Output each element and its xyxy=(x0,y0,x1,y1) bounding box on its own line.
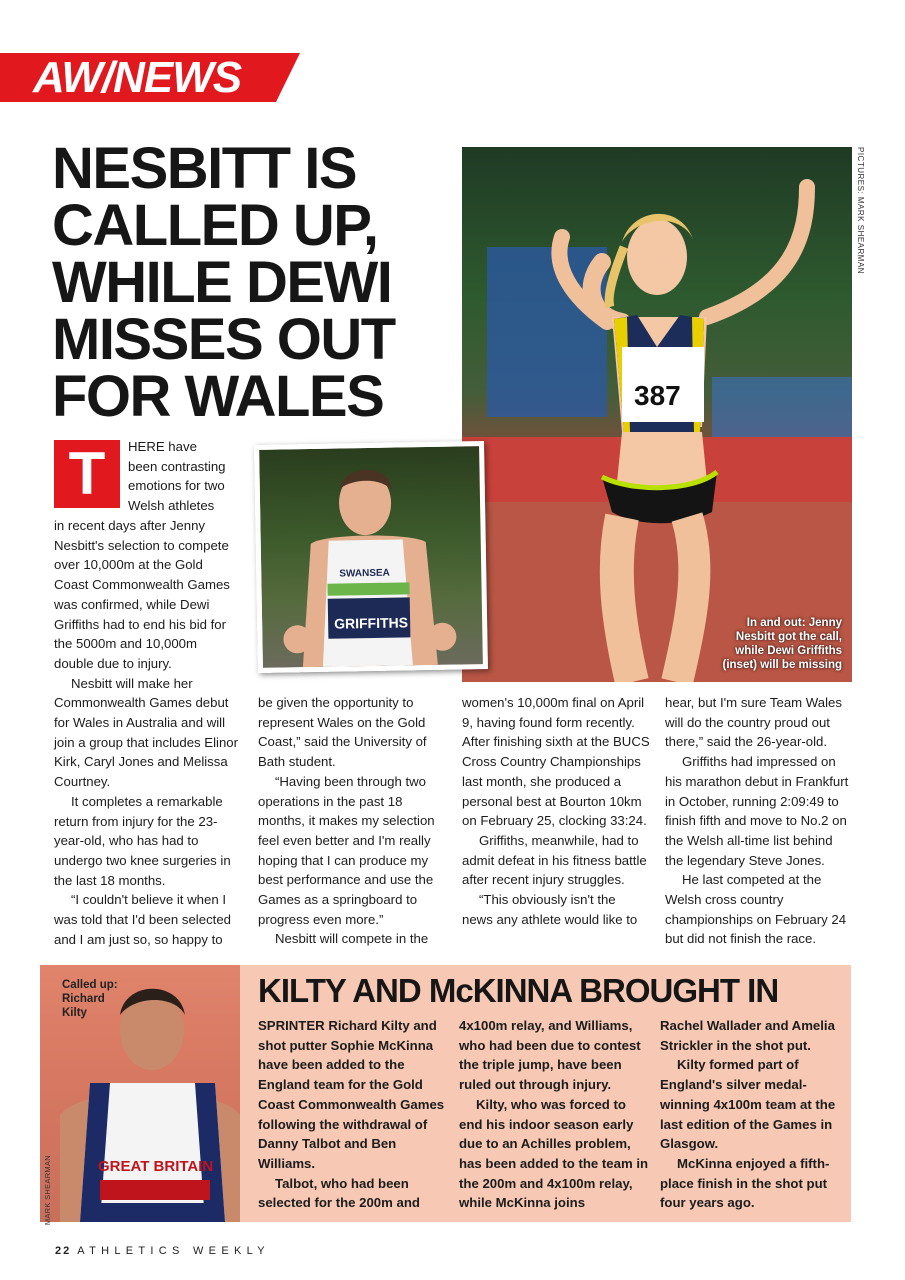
paragraph: He last competed at the Welsh cross country championships on February 24 but did not finish the race. xyxy=(665,872,847,947)
intro-line: Welsh athletes xyxy=(128,498,215,514)
paragraph: Griffiths, meanwhile, had to admit defeat in his fitness battle after recent injury struggles. xyxy=(462,832,647,888)
paragraph: It completes a remarkable return from injury for the 23-year-old, who has had to undergo two knee surgeries in the last 18 months. xyxy=(54,793,231,888)
main-photo-jenny-nesbitt xyxy=(462,147,852,682)
headline xyxy=(52,136,452,429)
headline-line: FOR WALES xyxy=(52,364,384,429)
paragraph: “I couldn't believe it when I was told that I'd been selected and I am just so, so happy to xyxy=(54,892,232,947)
headline-line: MISSES OUT xyxy=(52,307,395,372)
paragraph: Talbot, who had been selected for the 200m and xyxy=(258,1175,420,1211)
paragraph: “This obviously isn't the news any athlete would like to xyxy=(462,892,638,927)
caption-line: In and out: Jenny xyxy=(746,617,842,629)
article-column-3 xyxy=(462,693,650,929)
caption-line: Nesbitt got the call, xyxy=(735,631,842,643)
paragraph: hear, but I'm sure Team Wales will do the country proud out there,” said the 26-year-old. xyxy=(665,695,842,750)
athlete-illustration xyxy=(462,147,852,682)
box-photo-credit: MARK SHEARMAN xyxy=(43,1155,52,1226)
box-photo-caption xyxy=(62,978,118,1020)
article-column-2 xyxy=(258,693,444,949)
article-column-1 xyxy=(54,516,240,949)
vest-text: GREAT BRITAIN xyxy=(98,1158,214,1175)
paragraph: be given the opportunity to represent Wales on the Gold Coast,” said the University of Bath student. xyxy=(258,695,427,770)
caption-line: while Dewi Griffiths xyxy=(735,645,842,657)
drop-cap: T xyxy=(54,440,120,508)
box-column-3 xyxy=(660,1016,852,1213)
photo-credit: PICTURES: MARK SHEARMAN xyxy=(856,147,865,275)
box-headline: KILTY AND McKINNA BROUGHT IN xyxy=(258,972,779,1009)
inset-photo-dewi-griffiths xyxy=(254,441,488,673)
inset-shirt-text: SWANSEA xyxy=(339,567,390,580)
paragraph: Kilty, who was forced to end his indoor season early due to an Achilles problem, has been added to the team in the 200m and 4x100m relay, while McKinna joins xyxy=(459,1096,649,1211)
box-column-2 xyxy=(459,1016,651,1213)
paragraph: McKinna enjoyed a fifth-place finish in the shot put four years ago. xyxy=(660,1155,830,1211)
paragraph: in recent days after Jenny Nesbitt's selection to compete over 10,000m at the Gold Coast Commonwealth Games was confirmed, while Dewi Griffiths had to end his bid for the 5000m and 10,000m double due to injury. xyxy=(54,518,230,671)
section-label: AW/NEWS xyxy=(33,53,242,102)
main-photo-caption xyxy=(722,616,842,672)
intro-line: HERE have xyxy=(128,439,197,454)
paragraph: Nesbitt will make her Commonwealth Games debut for Wales in Australia and will join a group that includes Elinor Kirk, Caryl Jones and Melissa Courtney. xyxy=(54,675,239,790)
article-column-4 xyxy=(665,693,853,949)
page-number: 22 xyxy=(55,1245,72,1257)
intro-line: been contrasting xyxy=(128,458,226,474)
paragraph: Griffiths had impressed on his marathon debut in Frankfurt in October, running 2:09:49 to finish fifth and move to No.2 on the Welsh all-time list behind the legendary Steve Jones. xyxy=(665,754,849,868)
paragraph: 4x100m relay, and Williams, who had been due to contest the triple jump, have been ruled out through injury. xyxy=(459,1018,641,1093)
page-footer xyxy=(55,1245,270,1257)
headline-line: NESBITT IS xyxy=(52,136,357,201)
paragraph: “Having been through two operations in the past 18 months, it makes my selection feel even better and I'm really hoping that I can produce my best performance and use the Games as a springboard to progress even more.” xyxy=(258,773,435,927)
inset-bib-text: GRIFFITHS xyxy=(334,614,409,632)
headline-line: WHILE DEWI xyxy=(52,250,392,315)
inset-athlete-illustration xyxy=(259,446,483,668)
paragraph: Nesbitt will compete in the xyxy=(275,931,429,947)
caption-line: (inset) will be missing xyxy=(722,659,842,671)
paragraph: Kilty formed part of England's silver medal-winning 4x100m team at the last edition of the Games in Glasgow. xyxy=(660,1057,836,1152)
caption-line: Called up: xyxy=(62,979,118,991)
caption-line: Richard xyxy=(62,993,105,1005)
paragraph: women's 10,000m final on April 9, having found form recently. After finishing sixth at the BUCS Cross Country Championships last month, she produced a personal best at Bourton 10km on February 25, clocking 33:24. xyxy=(462,695,650,829)
magazine-name: ATHLETICS WEEKLY xyxy=(77,1245,270,1257)
paragraph: Rachel Wallader and Amelia Strickler in the shot put. xyxy=(660,1018,835,1053)
paragraph: SPRINTER Richard Kilty and shot putter Sophie McKinna have been added to the England team for the Gold Coast Commonwealth Games following the withdrawal of Danny Talbot and Ben Williams. xyxy=(258,1018,445,1171)
bib-number: 387 xyxy=(634,380,681,411)
intro-line: emotions for two xyxy=(128,478,225,494)
article-intro-lines xyxy=(128,437,238,516)
headline-line: CALLED UP, xyxy=(52,193,378,258)
caption-line: Kilty xyxy=(62,1007,87,1019)
box-column-1 xyxy=(258,1016,450,1213)
